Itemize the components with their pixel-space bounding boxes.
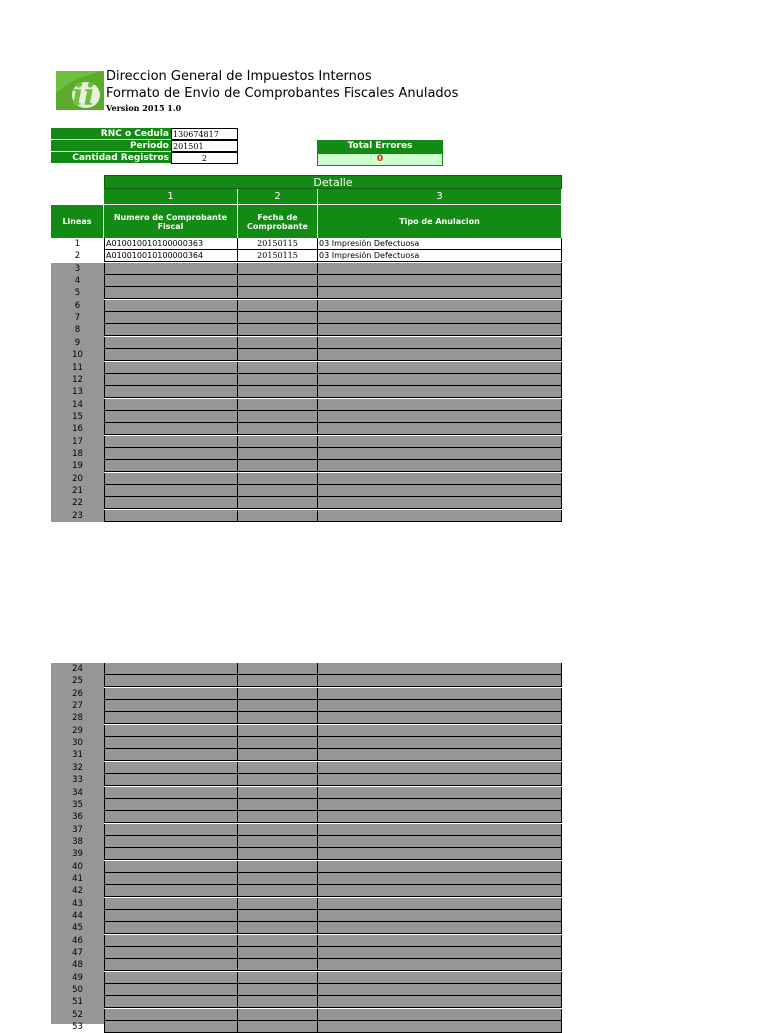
tipo-cell[interactable] (317, 774, 562, 786)
ncf-cell[interactable] (104, 972, 237, 984)
line-number: 45 (72, 923, 83, 934)
line-number: 28 (72, 713, 83, 724)
fecha-cell[interactable] (237, 436, 317, 448)
fecha-cell[interactable] (237, 386, 317, 398)
table-row (51, 762, 562, 774)
fecha-cell[interactable] (237, 898, 317, 910)
ncf-cell[interactable] (104, 725, 237, 737)
tipo-cell[interactable]: 03 Impresión Defectuosa (317, 250, 562, 262)
line-number: 8 (74, 325, 81, 336)
line-number: 44 (72, 911, 83, 921)
line-number: 50 (72, 985, 83, 996)
rnc-field[interactable]: 130674817 (171, 128, 238, 140)
table-row (51, 737, 562, 749)
line-number: 35 (72, 799, 83, 810)
tipo-cell[interactable] (317, 737, 562, 749)
tipo-cell[interactable] (317, 725, 562, 737)
ncf-cell[interactable] (104, 737, 237, 749)
ncf-cell[interactable] (104, 485, 237, 497)
line-number: 12 (72, 374, 83, 385)
tipo-cell[interactable] (317, 922, 562, 934)
tipo-cell[interactable] (317, 1009, 562, 1021)
dgii-logo (56, 71, 104, 110)
ncf-cell[interactable] (104, 386, 237, 398)
ncf-cell[interactable] (104, 349, 237, 361)
ncf-cell[interactable]: A010010010100000363 (104, 238, 237, 250)
fecha-cell[interactable] (237, 675, 317, 687)
line-number: 22 (72, 498, 83, 509)
ncf-cell[interactable] (104, 287, 237, 299)
fecha-cell[interactable] (237, 399, 317, 411)
ncf-cell[interactable] (104, 749, 237, 761)
table-row (51, 663, 562, 675)
table-row (51, 947, 562, 959)
table-row (51, 922, 562, 934)
periodo-label: Periodo (51, 140, 171, 152)
tipo-cell[interactable] (317, 712, 562, 724)
fecha-cell[interactable] (237, 460, 317, 472)
table-row (51, 712, 562, 724)
table-row (51, 374, 562, 386)
line-number: 41 (72, 873, 83, 884)
ncf-cell[interactable] (104, 374, 237, 386)
line-number: 23 (72, 510, 83, 521)
tipo-cell[interactable] (317, 885, 562, 897)
ncf-cell[interactable] (104, 448, 237, 460)
ncf-cell[interactable] (104, 1021, 237, 1033)
tipo-cell[interactable] (317, 497, 562, 509)
fecha-cell[interactable] (237, 349, 317, 361)
fecha-cell[interactable] (237, 885, 317, 897)
table-row (51, 898, 562, 910)
fecha-cell[interactable] (237, 848, 317, 860)
table-row (51, 1009, 562, 1021)
line-number: 17 (72, 436, 83, 447)
fecha-cell[interactable] (237, 996, 317, 1008)
table-row (51, 362, 562, 374)
fecha-cell[interactable] (237, 712, 317, 724)
line-number: 51 (72, 997, 83, 1008)
header-title: Direccion General de Impuestos Internos (106, 69, 372, 84)
ncf-header: Numero de Comprobante Fiscal (104, 205, 238, 238)
table-row (51, 497, 562, 509)
table-row (51, 749, 562, 761)
fecha-cell[interactable] (237, 725, 317, 737)
tipo-cell[interactable] (317, 399, 562, 411)
line-number: 46 (72, 935, 83, 946)
tipo-cell[interactable] (317, 349, 562, 361)
col-number-3: 3 (318, 189, 562, 204)
ncf-cell[interactable] (104, 799, 237, 811)
ncf-cell[interactable] (104, 460, 237, 472)
tipo-cell[interactable] (317, 996, 562, 1008)
table-row (51, 386, 562, 398)
ncf-cell[interactable] (104, 300, 237, 312)
table-row (51, 250, 562, 262)
line-number: 19 (72, 461, 83, 472)
fecha-cell[interactable] (237, 799, 317, 811)
ncf-cell[interactable] (104, 473, 237, 485)
line-number: 25 (72, 676, 83, 687)
fecha-cell[interactable]: 20150115 (237, 238, 317, 250)
table-row (51, 848, 562, 860)
line-number: 53 (72, 1022, 83, 1033)
tipo-cell[interactable] (317, 848, 562, 860)
table-row (51, 423, 562, 435)
fecha-cell[interactable] (237, 362, 317, 374)
tipo-cell[interactable] (317, 436, 562, 448)
fecha-cell[interactable] (237, 473, 317, 485)
table-row (51, 485, 562, 497)
table-row (51, 885, 562, 897)
ncf-cell[interactable] (104, 497, 237, 509)
fecha-cell[interactable] (237, 787, 317, 799)
ncf-cell[interactable] (104, 399, 237, 411)
tipo-cell[interactable] (317, 749, 562, 761)
table-row (51, 836, 562, 848)
table-row (51, 675, 562, 687)
line-number: 24 (72, 664, 83, 674)
tipo-cell[interactable] (317, 460, 562, 472)
tipo-cell[interactable] (317, 824, 562, 836)
fecha-cell[interactable] (237, 300, 317, 312)
ncf-cell[interactable] (104, 848, 237, 860)
line-number: 39 (72, 849, 83, 860)
line-number: 3 (74, 263, 81, 274)
fecha-cell[interactable] (237, 947, 317, 959)
ncf-cell[interactable] (104, 898, 237, 910)
fecha-cell[interactable] (237, 423, 317, 435)
ncf-cell[interactable]: A010010010100000364 (104, 250, 237, 262)
line-number: 42 (72, 886, 83, 897)
line-number: 43 (72, 898, 83, 909)
tipo-cell[interactable] (317, 510, 562, 522)
table-row (51, 460, 562, 472)
ncf-cell[interactable] (104, 411, 237, 423)
line-number: 40 (72, 861, 83, 872)
line-number: 27 (72, 701, 83, 712)
ncf-cell[interactable] (104, 947, 237, 959)
tipo-cell[interactable] (317, 836, 562, 848)
fecha-cell[interactable] (237, 663, 317, 675)
tipo-cell[interactable] (317, 935, 562, 947)
line-number: 21 (72, 486, 83, 496)
table-row (51, 349, 562, 361)
ncf-cell[interactable] (104, 337, 237, 349)
fecha-cell[interactable] (237, 700, 317, 712)
fecha-cell[interactable] (237, 1021, 317, 1033)
ncf-cell[interactable] (104, 275, 237, 287)
tipo-header: Tipo de Anulacion (318, 205, 562, 238)
fecha-cell[interactable] (237, 984, 317, 996)
ncf-cell[interactable] (104, 910, 237, 922)
fecha-cell[interactable] (237, 497, 317, 509)
tipo-cell[interactable] (317, 947, 562, 959)
tipo-cell[interactable] (317, 873, 562, 885)
line-number: 49 (72, 972, 83, 983)
fecha-cell[interactable] (237, 774, 317, 786)
table-row (51, 436, 562, 448)
tipo-cell[interactable] (317, 984, 562, 996)
rnc-label: RNC o Cedula (51, 128, 171, 140)
line-number: 5 (74, 288, 81, 299)
ncf-cell[interactable] (104, 873, 237, 885)
line-number: 4 (74, 276, 81, 287)
table-row (51, 1021, 562, 1033)
ncf-cell[interactable] (104, 824, 237, 836)
col-number-2: 2 (238, 189, 318, 204)
tipo-cell[interactable] (317, 675, 562, 687)
ncf-cell[interactable] (104, 423, 237, 435)
col-number-1: 1 (104, 189, 238, 204)
fecha-cell[interactable] (237, 688, 317, 700)
line-number: 38 (72, 836, 83, 847)
fecha-cell[interactable] (237, 824, 317, 836)
ncf-cell[interactable] (104, 959, 237, 971)
table-row (51, 324, 562, 336)
fecha-cell[interactable] (237, 762, 317, 774)
ncf-cell[interactable] (104, 787, 237, 799)
table-row (51, 448, 562, 460)
table-row (51, 799, 562, 811)
ncf-cell[interactable] (104, 836, 237, 848)
line-number: 26 (72, 688, 83, 699)
line-number: 20 (72, 473, 83, 484)
table-row (51, 984, 562, 996)
table-row (51, 959, 562, 971)
tipo-cell[interactable] (317, 910, 562, 922)
tipo-cell[interactable] (317, 473, 562, 485)
table-row (51, 935, 562, 947)
table-row (51, 725, 562, 737)
fecha-cell[interactable] (237, 324, 317, 336)
table-row (51, 972, 562, 984)
fecha-cell[interactable] (237, 448, 317, 460)
line-number: 6 (74, 300, 81, 311)
fecha-cell[interactable] (237, 275, 317, 287)
fecha-cell[interactable] (237, 836, 317, 848)
fecha-cell[interactable] (237, 861, 317, 873)
table-row (51, 300, 562, 312)
fecha-cell[interactable] (237, 737, 317, 749)
tipo-cell[interactable] (317, 300, 562, 312)
ncf-cell[interactable] (104, 324, 237, 336)
line-number: 2 (74, 251, 81, 262)
tipo-cell[interactable] (317, 312, 562, 324)
table-row (51, 238, 562, 250)
table-row (51, 787, 562, 799)
cantidad-label: Cantidad Registros (51, 152, 171, 164)
tipo-cell[interactable] (317, 1021, 562, 1033)
fecha-cell[interactable] (237, 910, 317, 922)
table-row (51, 337, 562, 349)
tipo-cell[interactable] (317, 861, 562, 873)
table-row (51, 861, 562, 873)
line-number: 13 (72, 387, 83, 398)
tipo-cell[interactable] (317, 700, 562, 712)
tipo-cell[interactable] (317, 787, 562, 799)
line-number: 29 (72, 725, 83, 736)
tipo-cell[interactable] (317, 811, 562, 823)
table-row (51, 774, 562, 786)
ncf-cell[interactable] (104, 774, 237, 786)
table-row (51, 510, 562, 522)
fecha-header: Fecha de Comprobante (238, 205, 318, 238)
ncf-cell[interactable] (104, 811, 237, 823)
ncf-cell[interactable] (104, 436, 237, 448)
line-number: 33 (72, 775, 83, 786)
tipo-cell[interactable] (317, 898, 562, 910)
line-number: 7 (74, 313, 81, 324)
total-errores-label: Total Errores (317, 140, 443, 153)
line-number: 15 (72, 411, 83, 422)
fecha-cell[interactable] (237, 959, 317, 971)
header-subtitle: Formato de Envio de Comprobantes Fiscales Anulados (106, 86, 459, 101)
ncf-cell[interactable] (104, 663, 237, 675)
fecha-cell[interactable] (237, 337, 317, 349)
line-number: 48 (72, 960, 83, 971)
table-row (51, 287, 562, 299)
ncf-cell[interactable] (104, 700, 237, 712)
tipo-cell[interactable] (317, 688, 562, 700)
tipo-cell[interactable] (317, 762, 562, 774)
tipo-cell[interactable] (317, 374, 562, 386)
table-row (51, 263, 562, 275)
line-number: 37 (72, 824, 83, 835)
fecha-cell[interactable] (237, 873, 317, 885)
fecha-cell[interactable] (237, 811, 317, 823)
line-number: 1 (74, 239, 81, 249)
table-row (51, 399, 562, 411)
fecha-cell[interactable] (237, 374, 317, 386)
svg-text:ii: ii (72, 78, 95, 110)
table-row (51, 811, 562, 823)
fecha-cell[interactable] (237, 1009, 317, 1021)
tipo-cell[interactable] (317, 423, 562, 435)
tipo-cell[interactable] (317, 485, 562, 497)
line-number: 32 (72, 762, 83, 773)
ncf-cell[interactable] (104, 922, 237, 934)
tipo-cell[interactable] (317, 959, 562, 971)
periodo-field[interactable]: 201501 (171, 140, 238, 152)
table-row (51, 700, 562, 712)
line-number: 14 (72, 399, 83, 410)
table-row (51, 473, 562, 485)
tipo-cell[interactable] (317, 663, 562, 675)
ncf-cell[interactable] (104, 263, 237, 275)
ncf-cell[interactable] (104, 688, 237, 700)
ncf-cell[interactable] (104, 712, 237, 724)
table-row (51, 824, 562, 836)
tipo-cell[interactable] (317, 972, 562, 984)
table-row (51, 873, 562, 885)
line-number: 52 (72, 1009, 83, 1020)
tipo-cell[interactable] (317, 337, 562, 349)
fecha-cell[interactable] (237, 510, 317, 522)
tipo-cell[interactable] (317, 799, 562, 811)
ncf-cell[interactable] (104, 312, 237, 324)
ncf-cell[interactable] (104, 675, 237, 687)
line-number: 30 (72, 738, 83, 749)
line-number: 9 (74, 337, 81, 348)
line-number: 11 (72, 362, 83, 373)
fecha-cell[interactable] (237, 749, 317, 761)
table-row (51, 411, 562, 423)
fecha-cell[interactable]: 20150115 (237, 250, 317, 262)
table-row (51, 312, 562, 324)
lineas-header: Lineas (51, 205, 104, 238)
detalle-header: Detalle (104, 175, 562, 189)
cantidad-field[interactable]: 2 (171, 152, 238, 164)
fecha-cell[interactable] (237, 935, 317, 947)
ncf-cell[interactable] (104, 984, 237, 996)
ncf-cell[interactable] (104, 861, 237, 873)
line-number: 47 (72, 948, 83, 959)
table-row (51, 996, 562, 1008)
line-number: 18 (72, 448, 83, 459)
tipo-cell[interactable] (317, 411, 562, 423)
ncf-cell[interactable] (104, 1009, 237, 1021)
tipo-cell[interactable] (317, 324, 562, 336)
header-version: Version 2015 1.0 (106, 103, 182, 113)
tipo-cell[interactable] (317, 287, 562, 299)
ncf-cell[interactable] (104, 762, 237, 774)
line-number: 16 (72, 424, 83, 435)
fecha-cell[interactable] (237, 922, 317, 934)
table-row (51, 910, 562, 922)
ncf-cell[interactable] (104, 885, 237, 897)
ncf-cell[interactable] (104, 935, 237, 947)
table-row (51, 275, 562, 287)
line-number: 31 (72, 750, 83, 761)
tipo-cell[interactable]: 03 Impresión Defectuosa (317, 238, 562, 250)
line-number: 36 (72, 812, 83, 823)
tipo-cell[interactable] (317, 362, 562, 374)
line-number: 34 (72, 787, 83, 798)
fecha-cell[interactable] (237, 411, 317, 423)
fecha-cell[interactable] (237, 312, 317, 324)
fecha-cell[interactable] (237, 287, 317, 299)
total-errores-value: 0 (317, 153, 443, 166)
ncf-cell[interactable] (104, 510, 237, 522)
fecha-cell[interactable] (237, 263, 317, 275)
table-row (51, 688, 562, 700)
line-number: 10 (72, 350, 83, 361)
ncf-cell[interactable] (104, 996, 237, 1008)
tipo-cell[interactable] (317, 275, 562, 287)
tipo-cell[interactable] (317, 386, 562, 398)
tipo-cell[interactable] (317, 448, 562, 460)
ncf-cell[interactable] (104, 362, 237, 374)
fecha-cell[interactable] (237, 972, 317, 984)
tipo-cell[interactable] (317, 263, 562, 275)
fecha-cell[interactable] (237, 485, 317, 497)
